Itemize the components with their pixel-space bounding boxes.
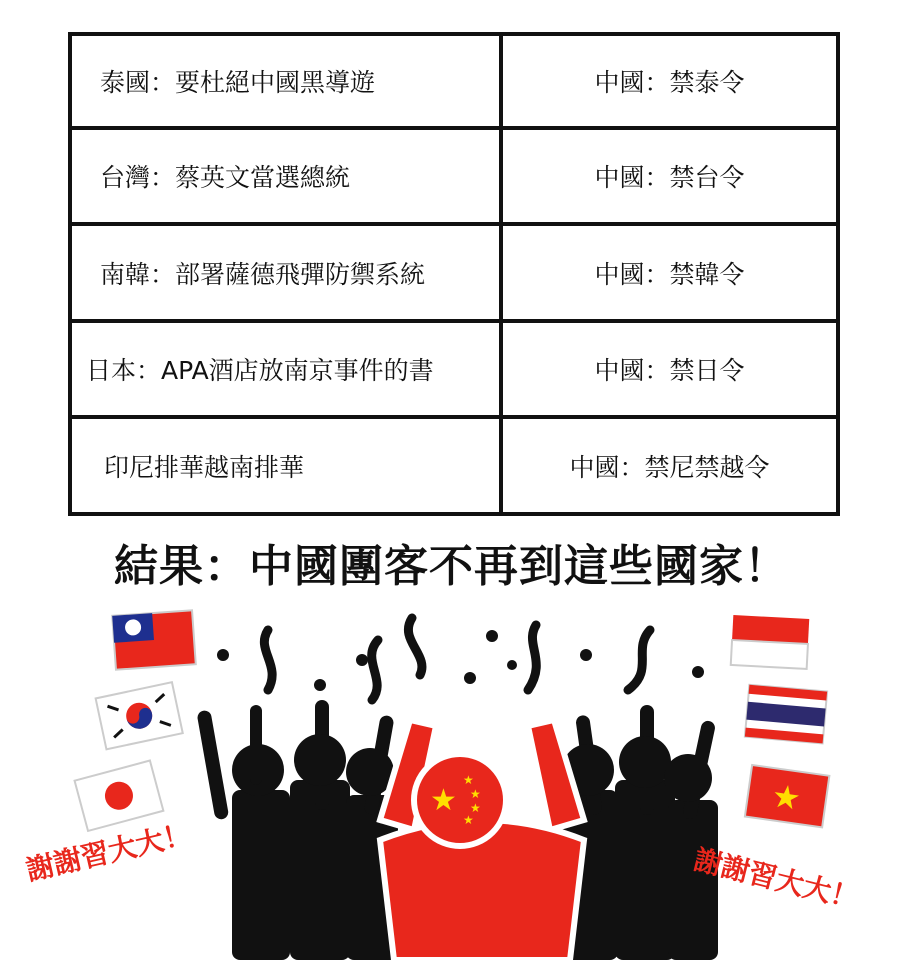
comparison-table [68, 32, 840, 516]
thanks-text-right: 謝謝習大大！ [690, 842, 862, 916]
table-cell-ban-taiwan: 中國：禁台令 [503, 130, 836, 222]
south-korea-flag [96, 682, 183, 749]
table-cell-ban-japan: 中國：禁日令 [503, 323, 836, 415]
table-cell-taiwan: 台灣：蔡英文當選總統 [72, 130, 499, 222]
thanks-text-left: 謝謝習大大！ [23, 817, 195, 888]
table-cell-japan: 日本：APA酒店放南京事件的書 [72, 323, 499, 415]
table-cell-ban-korea: 中國：禁韓令 [503, 226, 836, 319]
svg-text:★: ★ [769, 776, 804, 818]
svg-text:★: ★ [430, 783, 457, 818]
taiwan-flag [112, 610, 196, 669]
table-cell-ban-thailand: 中國：禁泰令 [503, 36, 836, 126]
svg-text:★: ★ [470, 801, 481, 815]
celebration-illustration [0, 590, 903, 960]
table-cell-south-korea: 南韓：部署薩德飛彈防禦系統 [72, 226, 499, 319]
svg-text:★: ★ [463, 773, 474, 787]
headline: 結果：中國團客不再到這些國家！ [114, 541, 789, 592]
table-cell-ban-indonesia-vietnam: 中國：禁尼禁越令 [503, 419, 836, 512]
thailand-flag [745, 685, 827, 744]
indonesia-flag [731, 615, 810, 669]
china-flag [414, 754, 506, 846]
table-cell-indonesia-vietnam: 印尼排華越南排華 [72, 419, 499, 512]
svg-text:★: ★ [463, 813, 474, 827]
svg-text:★: ★ [470, 787, 481, 801]
vietnam-flag [745, 765, 829, 827]
table-cell-thailand: 泰國：要杜絕中國黑導遊 [72, 36, 499, 126]
